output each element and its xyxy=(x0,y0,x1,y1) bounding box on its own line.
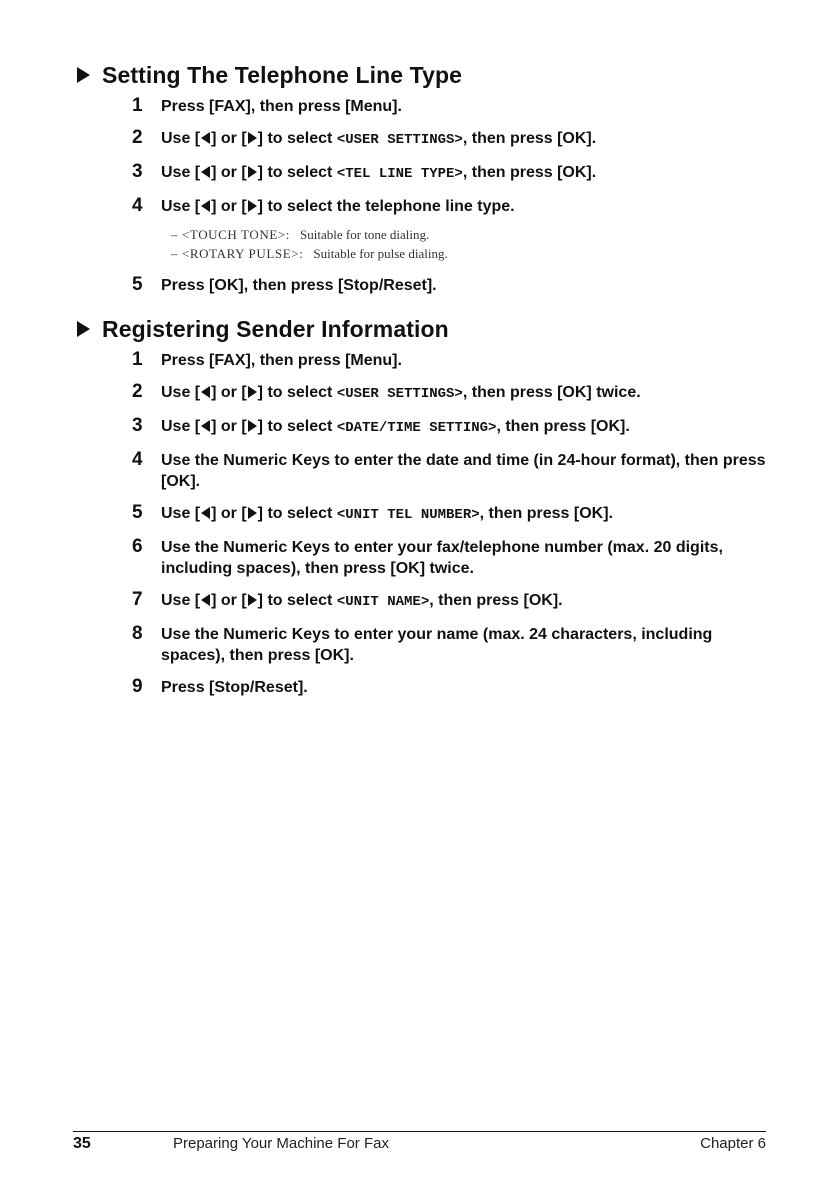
section-sender-information xyxy=(80,312,780,709)
step xyxy=(80,96,780,117)
step xyxy=(80,350,780,371)
right-arrow-icon xyxy=(248,386,257,398)
step xyxy=(80,537,780,579)
left-arrow-icon xyxy=(201,386,210,398)
right-arrow-icon xyxy=(248,420,257,432)
step xyxy=(80,450,780,492)
left-arrow-icon xyxy=(201,166,210,178)
section-telephone-line-type xyxy=(80,58,780,307)
section-title: Registering Sender Information xyxy=(102,315,449,342)
step-text: Press [FAX], then press [Menu]. xyxy=(161,98,402,115)
step: 4 Use [ ] or [ ] to select the telephone line type. xyxy=(132,195,515,216)
step-text: Use the Numeric Keys to enter your name (max. 24 characters, including spaces), then press [OK]. xyxy=(161,626,713,664)
left-arrow-icon xyxy=(201,594,210,606)
menu-code: <TEL LINE TYPE> xyxy=(336,166,463,182)
step-number: 5 xyxy=(132,502,143,523)
step-number: 3 xyxy=(132,161,143,182)
right-arrow-icon xyxy=(248,507,257,519)
menu-code: <UNIT NAME> xyxy=(336,594,430,610)
step-number: 5 xyxy=(132,274,143,295)
steps-list xyxy=(80,275,780,296)
menu-code: <UNIT TEL NUMBER> xyxy=(336,507,480,523)
arrow-right-icon xyxy=(77,321,90,337)
menu-code: <DATE/TIME SETTING> xyxy=(336,420,497,436)
line-type-options xyxy=(171,225,780,263)
step-number: 1 xyxy=(132,349,143,370)
right-arrow-icon xyxy=(248,166,257,178)
step: 3 Use [ ] or [ ] to select <DATE/TIME SETTING>, then press [OK]. xyxy=(132,415,630,436)
step: 2 Use [ ] or [ ] to select <USER SETTINGS>, then press [OK] twice. xyxy=(132,381,641,402)
step-number: 4 xyxy=(132,449,143,470)
section-title: Setting The Telephone Line Type xyxy=(102,61,463,88)
step-number: 9 xyxy=(132,676,143,697)
step-number: 3 xyxy=(132,415,143,436)
left-arrow-icon xyxy=(201,420,210,432)
step: 2 Use [ ] or [ ] to select <USER SETTINGS>, then press [OK]. xyxy=(132,127,597,148)
step-number: 8 xyxy=(132,623,143,644)
right-arrow-icon xyxy=(248,200,257,212)
steps-list xyxy=(80,96,780,217)
step-text: Press [OK], then press [Stop/Reset]. xyxy=(161,277,437,294)
menu-code: <USER SETTINGS> xyxy=(336,386,463,402)
section-heading xyxy=(77,58,780,92)
step: 3 Use [ ] or [ ] to select <TEL LINE TYPE>, then press [OK]. xyxy=(132,161,597,182)
step xyxy=(80,677,780,698)
step-number: 2 xyxy=(132,127,143,148)
left-arrow-icon xyxy=(201,200,210,212)
chapter-label: Chapter 6 xyxy=(700,1135,766,1152)
step-number: 1 xyxy=(132,95,143,116)
option-rotary-pulse: – <ROTARY PULSE>: Suitable for pulse dialing. xyxy=(171,246,448,261)
page-number: 35 xyxy=(73,1135,91,1152)
step-text: Use the Numeric Keys to enter the date and time (in 24-hour format), then press [OK]. xyxy=(161,452,766,490)
steps-list xyxy=(80,350,780,698)
menu-code: <USER SETTINGS> xyxy=(336,132,463,148)
step: 7 Use [ ] or [ ] to select <UNIT NAME>, then press [OK]. xyxy=(132,589,563,610)
step-text: Press [Stop/Reset]. xyxy=(161,679,308,696)
step xyxy=(80,624,780,666)
step xyxy=(80,275,780,296)
footer-title: Preparing Your Machine For Fax xyxy=(173,1135,389,1152)
arrow-right-icon xyxy=(77,67,90,83)
right-arrow-icon xyxy=(248,132,257,144)
step-number: 2 xyxy=(132,381,143,402)
page-footer xyxy=(73,1131,766,1153)
step-number: 4 xyxy=(132,195,143,216)
step: 5 Use [ ] or [ ] to select <UNIT TEL NUMBER>, then press [OK]. xyxy=(132,502,613,523)
section-heading xyxy=(77,312,780,346)
left-arrow-icon xyxy=(201,132,210,144)
option-touch-tone: – <TOUCH TONE>: Suitable for tone dialing. xyxy=(171,227,430,242)
step-text: Press [FAX], then press [Menu]. xyxy=(161,352,402,369)
right-arrow-icon xyxy=(248,594,257,606)
step-text: Use the Numeric Keys to enter your fax/telephone number (max. 20 digits, including spaces), then press [OK] twice. xyxy=(161,539,723,577)
step-number: 7 xyxy=(132,589,143,610)
left-arrow-icon xyxy=(201,507,210,519)
step-number: 6 xyxy=(132,536,143,557)
